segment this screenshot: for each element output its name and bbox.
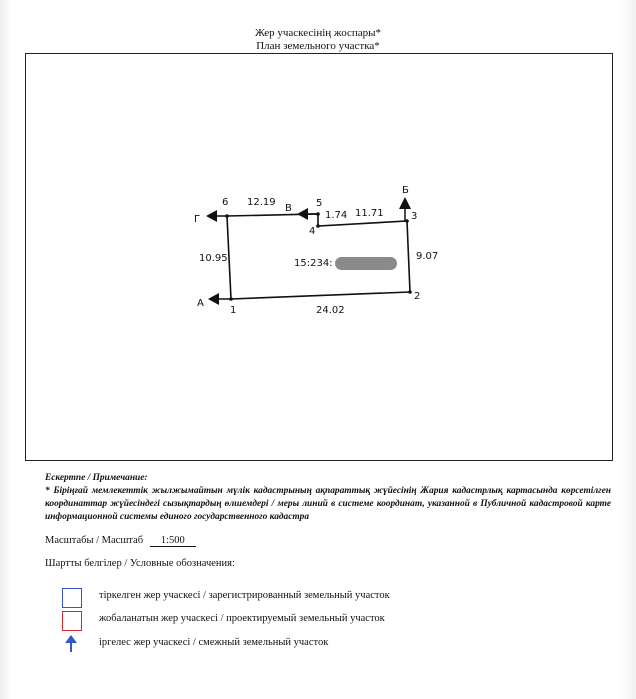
- direction-label: А: [197, 298, 204, 309]
- legend-text: іргелес жер учаскесі / смежный земельный участок: [99, 637, 329, 648]
- red-square-icon: [62, 611, 82, 631]
- footnote-text: * Біріңғай мемлекеттік жылжымайтын мүлік кадастрының ақпараттық жүйесінің Жария кадастрлық картасында көрсетілген координаттар жүйесіндегі сызықтардың өлшемдері / меры линий в системе координат, указанной в Публичной кадастровой карте информационной системы единого государственного кадастра: [45, 486, 611, 522]
- direction-arrow-b: [399, 197, 411, 221]
- title-kazakh: Жер учаскесінің жоспары*: [254, 27, 382, 39]
- blue-square-icon: [62, 588, 82, 608]
- blue-arrow-icon: [64, 635, 78, 653]
- vertex-marker: [408, 290, 412, 294]
- segment-length: 1.74: [325, 210, 348, 221]
- direction-arrow-g: [206, 210, 227, 222]
- direction-label: В: [285, 203, 292, 214]
- segment-length: 24.02: [316, 305, 345, 316]
- point-label: 6: [222, 197, 229, 208]
- vertex-marker: [316, 224, 320, 228]
- segment-length: 11.71: [355, 208, 384, 219]
- redaction-blur: [335, 257, 397, 270]
- direction-arrow-v: [297, 208, 318, 220]
- title-russian: План земельного участка*: [256, 40, 380, 52]
- footnote-heading: Ескертпе / Примечание:: [45, 473, 148, 483]
- plan-drawing: [26, 54, 612, 460]
- point-label: 1: [230, 305, 237, 316]
- scale-line: [45, 535, 196, 547]
- legend-text: жобаланатын жер учаскесі / проектируемый земельный участок: [99, 613, 385, 624]
- cadastral-number: 15:234:: [294, 258, 333, 269]
- legend-title: Шартты белгілер / Условные обозначения:: [45, 558, 235, 569]
- direction-arrow-a: [208, 293, 231, 305]
- point-label: 3: [411, 211, 418, 222]
- direction-label: Г: [194, 214, 201, 225]
- segment-length: 12.19: [247, 197, 276, 208]
- plan-frame: [25, 53, 613, 461]
- scale-value: 1:500: [150, 535, 196, 547]
- direction-label: Б: [402, 185, 409, 196]
- segment-length: 10.95: [199, 253, 228, 264]
- point-label: 5: [316, 198, 323, 209]
- legend-text: тіркелген жер учаскесі / зарегистрированный земельный участок: [99, 590, 390, 601]
- point-label: 2: [414, 291, 421, 302]
- scale-label: Масштабы / Масштаб: [45, 535, 144, 546]
- footnote: [45, 472, 611, 524]
- point-label: 4: [309, 226, 316, 237]
- segment-length: 9.07: [416, 251, 439, 262]
